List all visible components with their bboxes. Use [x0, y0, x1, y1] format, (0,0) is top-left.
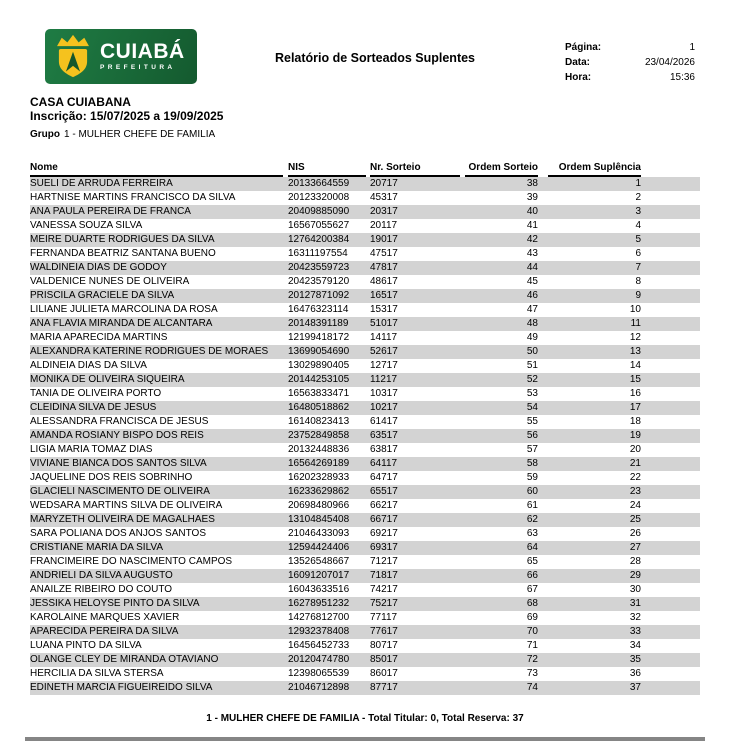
- cell-ordem-sorteio: 46: [526, 290, 538, 301]
- cell-nome: SARA POLIANA DOS ANJOS SANTOS: [30, 528, 206, 539]
- cell-nr-sorteio: 51017: [370, 318, 398, 329]
- cell-ordem-sorteio: 62: [526, 514, 538, 525]
- table-row: [30, 555, 700, 569]
- cell-nome: VANESSA SOUZA SILVA: [30, 220, 143, 231]
- cell-spacer: [641, 387, 700, 401]
- cell-nis: 16563833471: [288, 388, 350, 399]
- cell-nome: ALESSANDRA FRANCISCA DE JESUS: [30, 416, 209, 427]
- cell-nome: TANIA DE OLIVEIRA PORTO: [30, 388, 162, 399]
- cell-nome: JESSIKA HELOYSE PINTO DA SILVA: [30, 598, 200, 609]
- cell-nr-sorteio: 61417: [370, 416, 398, 427]
- table-header: [30, 161, 700, 177]
- table-row: [30, 527, 700, 541]
- table-row: [30, 401, 700, 415]
- footer-divider: [25, 737, 705, 741]
- cell-ordem-suplencia: 21: [629, 458, 641, 469]
- suplentes-table: [30, 161, 700, 695]
- cell-ordem-sorteio: 63: [526, 528, 538, 539]
- cell-nr-sorteio: 66717: [370, 514, 398, 525]
- cell-ordem-sorteio: 38: [526, 178, 538, 189]
- table-row: [30, 443, 700, 457]
- cell-ordem-sorteio: 50: [526, 346, 538, 357]
- cell-ordem-suplencia: 14: [629, 360, 641, 371]
- cell-spacer: [641, 555, 700, 569]
- cell-nis: 23752849858: [288, 430, 350, 441]
- column-header-nome: Nome: [30, 161, 283, 177]
- cell-ordem-sorteio: 39: [526, 192, 538, 203]
- cell-nr-sorteio: 80717: [370, 640, 398, 651]
- report-title: Relatório de Sorteados Suplentes: [274, 51, 476, 65]
- table-row: [30, 625, 700, 639]
- cell-ordem-suplencia: 37: [629, 682, 641, 693]
- table-row: [30, 387, 700, 401]
- logo-text: [100, 41, 185, 72]
- cell-spacer: [641, 429, 700, 443]
- cuiaba-prefeitura-logo: [45, 29, 197, 84]
- cell-nome: MEIRE DUARTE RODRIGUES DA SILVA: [30, 234, 215, 245]
- table-row: [30, 597, 700, 611]
- cell-ordem-sorteio: 69: [526, 612, 538, 623]
- cell-nis: 12594424406: [288, 542, 350, 553]
- cell-spacer: [641, 541, 700, 555]
- cell-ordem-suplencia: 3: [635, 206, 641, 217]
- cell-nome: FRANCIMEIRE DO NASCIMENTO CAMPOS: [30, 556, 233, 567]
- table-row: [30, 359, 700, 373]
- cell-nr-sorteio: 10217: [370, 402, 398, 413]
- table-row: [30, 611, 700, 625]
- cell-nr-sorteio: 64717: [370, 472, 398, 483]
- cell-nome: ANAILZE RIBEIRO DO COUTO: [30, 584, 173, 595]
- time-value: 15:36: [669, 72, 695, 83]
- table-row: [30, 485, 700, 499]
- cell-spacer: [641, 331, 700, 345]
- cell-spacer: [641, 317, 700, 331]
- cell-nr-sorteio: 65517: [370, 486, 398, 497]
- table-row: [30, 289, 700, 303]
- cell-ordem-sorteio: 65: [526, 556, 538, 567]
- cell-nr-sorteio: 20117: [370, 220, 398, 231]
- cell-nome: EDINETH MARCIA FIGUEIREIDO SILVA: [30, 682, 213, 693]
- cell-ordem-sorteio: 48: [526, 318, 538, 329]
- cell-spacer: [641, 569, 700, 583]
- cell-nis: 16140823413: [288, 416, 350, 427]
- cell-nome: OLANGE CLEY DE MIRANDA OTAVIANO: [30, 654, 219, 665]
- cell-ordem-sorteio: 64: [526, 542, 538, 553]
- cell-ordem-suplencia: 26: [629, 528, 641, 539]
- cell-nome: VALDENICE NUNES DE OLIVEIRA: [30, 276, 190, 287]
- logo-title: CUIABÁ: [100, 40, 185, 64]
- cell-nis: 20698480966: [288, 500, 350, 511]
- cell-nis: 16456452733: [288, 640, 350, 651]
- cell-ordem-sorteio: 42: [526, 234, 538, 245]
- cell-nis: 13699054690: [288, 346, 350, 357]
- cell-nis: 16480518862: [288, 402, 350, 413]
- cell-nr-sorteio: 16517: [370, 290, 398, 301]
- cell-nis: 13029890405: [288, 360, 350, 371]
- cell-spacer: [641, 219, 700, 233]
- cell-nis: 20423579120: [288, 276, 350, 287]
- cell-ordem-suplencia: 31: [629, 598, 641, 609]
- cell-nis: 20132448836: [288, 444, 350, 455]
- cell-ordem-sorteio: 59: [526, 472, 538, 483]
- cell-spacer: [641, 499, 700, 513]
- cell-spacer: [641, 289, 700, 303]
- table-row: [30, 275, 700, 289]
- table-row: [30, 261, 700, 275]
- cell-spacer: [641, 275, 700, 289]
- cell-nis: 20144253105: [288, 374, 350, 385]
- cell-nome: WEDSARA MARTINS SILVA DE OLIVEIRA: [30, 500, 223, 511]
- cell-nis: 16202328933: [288, 472, 350, 483]
- cell-nis: 16278951232: [288, 598, 350, 609]
- cell-nr-sorteio: 77117: [370, 612, 398, 623]
- cell-nome: MARIA APARECIDA MARTINS: [30, 332, 168, 343]
- cell-spacer: [641, 205, 700, 219]
- cell-ordem-suplencia: 20: [629, 444, 641, 455]
- page-value: 1: [689, 42, 695, 53]
- cell-spacer: [641, 443, 700, 457]
- cell-nome: LILIANE JULIETA MARCOLINA DA ROSA: [30, 304, 218, 315]
- inscription-period: Inscrição: 15/07/2025 a 19/09/2025: [30, 109, 224, 123]
- cell-nr-sorteio: 85017: [370, 654, 398, 665]
- cell-nis: 20127871092: [288, 290, 350, 301]
- cell-nome: APARECIDA PEREIRA DA SILVA: [30, 626, 179, 637]
- cell-nome: GLACIELI NASCIMENTO DE OLIVEIRA: [30, 486, 210, 497]
- cell-ordem-suplencia: 10: [629, 304, 641, 315]
- group-label: Grupo: [30, 129, 60, 140]
- cell-ordem-suplencia: 1: [635, 178, 641, 189]
- table-row: [30, 667, 700, 681]
- cell-nome: ALEXANDRA KATERINE RODRIGUES DE MORAES: [30, 346, 269, 357]
- cell-nome: LUANA PINTO DA SILVA: [30, 640, 142, 651]
- table-row: [30, 415, 700, 429]
- cell-nr-sorteio: 15317: [370, 304, 398, 315]
- cell-ordem-sorteio: 47: [526, 304, 538, 315]
- cell-spacer: [641, 471, 700, 485]
- cell-ordem-sorteio: 72: [526, 654, 538, 665]
- cell-ordem-suplencia: 32: [629, 612, 641, 623]
- cell-ordem-sorteio: 66: [526, 570, 538, 581]
- cell-nr-sorteio: 20317: [370, 206, 398, 217]
- date-value: 23/04/2026: [644, 57, 695, 68]
- cell-nr-sorteio: 47817: [370, 262, 398, 273]
- cell-nis: 14276812700: [288, 612, 350, 623]
- cell-nis: 21046433093: [288, 528, 350, 539]
- table-row: [30, 569, 700, 583]
- cell-spacer: [641, 485, 700, 499]
- cell-ordem-sorteio: 74: [526, 682, 538, 693]
- cell-nis: 16091207017: [288, 570, 350, 581]
- cell-nome: VIVIANE BIANCA DOS SANTOS SILVA: [30, 458, 207, 469]
- page-meta: [565, 40, 695, 85]
- cell-nome: AMANDA ROSIANY BISPO DOS REIS: [30, 430, 204, 441]
- table-row: [30, 513, 700, 527]
- crown-shield-arrow-icon: [54, 33, 92, 80]
- cell-spacer: [641, 527, 700, 541]
- cell-ordem-suplencia: 29: [629, 570, 641, 581]
- cell-ordem-suplencia: 25: [629, 514, 641, 525]
- cell-spacer: [641, 261, 700, 275]
- cell-nr-sorteio: 48617: [370, 276, 398, 287]
- table-row: [30, 681, 700, 695]
- cell-ordem-suplencia: 6: [635, 248, 641, 259]
- cell-nome: WALDINEIA DIAS DE GODOY: [30, 262, 167, 273]
- cell-ordem-suplencia: 16: [629, 388, 641, 399]
- cell-ordem-sorteio: 41: [526, 220, 538, 231]
- cell-ordem-suplencia: 28: [629, 556, 641, 567]
- cell-spacer: [641, 247, 700, 261]
- cell-nis: 20409885090: [288, 206, 350, 217]
- cell-nr-sorteio: 71817: [370, 570, 398, 581]
- cell-ordem-suplencia: 35: [629, 654, 641, 665]
- cell-ordem-suplencia: 34: [629, 640, 641, 651]
- cell-nis: 16567055627: [288, 220, 350, 231]
- cell-nome: LIGIA MARIA TOMAZ DIAS: [30, 444, 153, 455]
- cell-nr-sorteio: 66217: [370, 500, 398, 511]
- cell-ordem-sorteio: 71: [526, 640, 538, 651]
- cell-ordem-suplencia: 17: [629, 402, 641, 413]
- cell-ordem-suplencia: 19: [629, 430, 641, 441]
- cell-ordem-suplencia: 15: [629, 374, 641, 385]
- table-row: [30, 373, 700, 387]
- cell-nis: 16233629862: [288, 486, 350, 497]
- table-row: [30, 345, 700, 359]
- cell-nis: 13526548667: [288, 556, 350, 567]
- cell-nome: HERCILIA DA SILVA STERSA: [30, 668, 164, 679]
- table-body: [30, 177, 700, 695]
- column-header-ordem-sorteio: Ordem Sorteio: [465, 161, 538, 177]
- table-row: [30, 191, 700, 205]
- cell-nr-sorteio: 75217: [370, 598, 398, 609]
- cell-nis: 20148391189: [288, 318, 349, 329]
- cell-nis: 20120474780: [288, 654, 350, 665]
- cell-ordem-sorteio: 43: [526, 248, 538, 259]
- cell-ordem-suplencia: 27: [629, 542, 641, 553]
- table-row: [30, 205, 700, 219]
- cell-spacer: [641, 457, 700, 471]
- cell-spacer: [641, 303, 700, 317]
- cell-spacer: [641, 681, 700, 695]
- cell-spacer: [641, 191, 700, 205]
- cell-ordem-suplencia: 9: [635, 290, 641, 301]
- cell-ordem-sorteio: 54: [526, 402, 538, 413]
- table-row: [30, 303, 700, 317]
- cell-nis: 16311197554: [288, 248, 348, 259]
- cell-spacer: [641, 625, 700, 639]
- cell-nome: CRISTIANE MARIA DA SILVA: [30, 542, 163, 553]
- cell-nr-sorteio: 52617: [370, 346, 398, 357]
- column-header-nr-sorteio: Nr. Sorteio: [370, 161, 460, 177]
- cell-ordem-suplencia: 8: [635, 276, 641, 287]
- table-row: [30, 247, 700, 261]
- cell-ordem-suplencia: 7: [635, 262, 641, 273]
- cell-ordem-sorteio: 44: [526, 262, 538, 273]
- time-label: Hora:: [565, 72, 592, 83]
- cell-spacer: [641, 233, 700, 247]
- table-row: [30, 499, 700, 513]
- table-row: [30, 653, 700, 667]
- cell-ordem-sorteio: 40: [526, 206, 538, 217]
- cell-nis: 12398065539: [288, 668, 350, 679]
- cell-nis: 12199418172: [288, 332, 350, 343]
- cell-spacer: [641, 401, 700, 415]
- cell-ordem-sorteio: 73: [526, 668, 538, 679]
- cell-ordem-sorteio: 60: [526, 486, 538, 497]
- cell-ordem-sorteio: 51: [526, 360, 538, 371]
- cell-ordem-sorteio: 53: [526, 388, 538, 399]
- cell-ordem-suplencia: 36: [629, 668, 641, 679]
- cell-nr-sorteio: 45317: [370, 192, 398, 203]
- cell-spacer: [641, 373, 700, 387]
- cell-nome: ANA FLAVIA MIRANDA DE ALCANTARA: [30, 318, 213, 329]
- table-row: [30, 331, 700, 345]
- table-row: [30, 177, 700, 191]
- column-header-nis: NIS: [288, 161, 366, 177]
- cell-nr-sorteio: 77617: [370, 626, 398, 637]
- cell-ordem-suplencia: 18: [629, 416, 641, 427]
- cell-nis: 12764200384: [288, 234, 350, 245]
- cell-nome: FERNANDA BEATRIZ SANTANA BUENO: [30, 248, 216, 259]
- program-name: CASA CUIABANA: [30, 95, 131, 109]
- cell-ordem-suplencia: 22: [629, 472, 641, 483]
- cell-ordem-sorteio: 45: [526, 276, 538, 287]
- column-header-ordem-suplencia: Ordem Suplência: [548, 161, 641, 177]
- cell-ordem-suplencia: 30: [629, 584, 641, 595]
- cell-spacer: [641, 653, 700, 667]
- cell-nis: 16043633516: [288, 584, 350, 595]
- table-row: [30, 471, 700, 485]
- table-row: [30, 233, 700, 247]
- cell-nr-sorteio: 19017: [370, 234, 398, 245]
- cell-nome: PRISCILA GRACIELE DA SILVA: [30, 290, 175, 301]
- meta-row-time: [565, 70, 695, 85]
- cell-spacer: [641, 415, 700, 429]
- cell-nome: MARYZETH OLIVEIRA DE MAGALHAES: [30, 514, 215, 525]
- cell-spacer: [641, 597, 700, 611]
- cell-spacer: [641, 639, 700, 653]
- cell-spacer: [641, 345, 700, 359]
- cell-nis: 13104845408: [288, 514, 350, 525]
- cell-ordem-sorteio: 68: [526, 598, 538, 609]
- table-row: [30, 639, 700, 653]
- cell-nome: ANA PAULA PEREIRA DE FRANCA: [30, 206, 191, 217]
- cell-nr-sorteio: 20717: [370, 178, 398, 189]
- cell-ordem-suplencia: 13: [629, 346, 641, 357]
- cell-ordem-sorteio: 67: [526, 584, 538, 595]
- meta-row-page: [565, 40, 695, 55]
- table-row: [30, 317, 700, 331]
- cell-nr-sorteio: 14117: [370, 332, 398, 343]
- cell-nr-sorteio: 10317: [370, 388, 398, 399]
- group-value: 1 - MULHER CHEFE DE FAMILIA: [64, 129, 216, 140]
- cell-nr-sorteio: 64117: [370, 458, 398, 469]
- cell-nr-sorteio: 63517: [370, 430, 398, 441]
- cell-nr-sorteio: 86017: [370, 668, 398, 679]
- cell-ordem-sorteio: 57: [526, 444, 538, 455]
- cell-nr-sorteio: 69317: [370, 542, 398, 553]
- cell-spacer: [641, 667, 700, 681]
- program-info: [30, 95, 223, 141]
- page-label: Página:: [565, 42, 602, 53]
- meta-row-date: [565, 55, 695, 70]
- table-row: [30, 541, 700, 555]
- cell-spacer: [641, 359, 700, 373]
- cell-nome: HARTNISE MARTINS FRANCISCO DA SILVA: [30, 192, 236, 203]
- cell-ordem-sorteio: 61: [526, 500, 538, 511]
- cell-nis: 20133664559: [288, 178, 350, 189]
- logo-subtitle: PREFEITURA: [100, 64, 176, 72]
- date-label: Data:: [565, 57, 591, 68]
- cell-ordem-suplencia: 5: [635, 234, 641, 245]
- cell-nr-sorteio: 47517: [370, 248, 398, 259]
- cell-nr-sorteio: 69217: [370, 528, 398, 539]
- cell-nome: CLEIDINA SILVA DE JESUS: [30, 402, 157, 413]
- cell-ordem-sorteio: 56: [526, 430, 538, 441]
- cell-nr-sorteio: 87717: [370, 682, 398, 693]
- cell-spacer: [641, 513, 700, 527]
- cell-nome: ANDRIELI DA SILVA AUGUSTO: [30, 570, 173, 581]
- table-row: [30, 429, 700, 443]
- cell-nr-sorteio: 11217: [370, 374, 398, 385]
- cell-nome: ALDINEIA DIAS DA SILVA: [30, 360, 147, 371]
- cell-nr-sorteio: 12717: [370, 360, 398, 371]
- cell-ordem-sorteio: 58: [526, 458, 538, 469]
- cell-nr-sorteio: 71217: [370, 556, 398, 567]
- cell-ordem-sorteio: 55: [526, 416, 538, 427]
- table-row: [30, 219, 700, 233]
- cell-ordem-suplencia: 4: [635, 220, 641, 231]
- cell-nis: 21046712898: [288, 682, 350, 693]
- cell-nome: JAQUELINE DOS REIS SOBRINHO: [30, 472, 193, 483]
- table-row: [30, 583, 700, 597]
- cell-ordem-suplencia: 2: [635, 192, 641, 203]
- cell-spacer: [641, 611, 700, 625]
- cell-nis: 20123320008: [288, 192, 350, 203]
- cell-spacer: [641, 177, 700, 191]
- cell-nr-sorteio: 74217: [370, 584, 398, 595]
- footer-summary: 1 - MULHER CHEFE DE FAMILIA - Total Titular: 0, Total Reserva: 37: [206, 713, 524, 724]
- table-row: [30, 457, 700, 471]
- cell-nr-sorteio: 63817: [370, 444, 398, 455]
- cell-ordem-sorteio: 49: [526, 332, 538, 343]
- group-line: [30, 129, 223, 141]
- cell-nis: 12932378408: [288, 626, 350, 637]
- cell-ordem-suplencia: 23: [629, 486, 641, 497]
- cell-ordem-suplencia: 24: [629, 500, 641, 511]
- cell-nome: KAROLAINE MARQUES XAVIER: [30, 612, 180, 623]
- cell-ordem-suplencia: 11: [630, 318, 641, 329]
- cell-nis: 16564269189: [288, 458, 350, 469]
- cell-nis: 16476323114: [288, 304, 349, 315]
- cell-ordem-suplencia: 33: [629, 626, 641, 637]
- cell-ordem-sorteio: 70: [526, 626, 538, 637]
- cell-ordem-sorteio: 52: [526, 374, 538, 385]
- cell-nome: MONIKA DE OLIVEIRA SIQUEIRA: [30, 374, 185, 385]
- cell-spacer: [641, 583, 700, 597]
- cell-nome: SUELI DE ARRUDA FERREIRA: [30, 178, 173, 189]
- cell-ordem-suplencia: 12: [629, 332, 641, 343]
- cell-nis: 20423559723: [288, 262, 350, 273]
